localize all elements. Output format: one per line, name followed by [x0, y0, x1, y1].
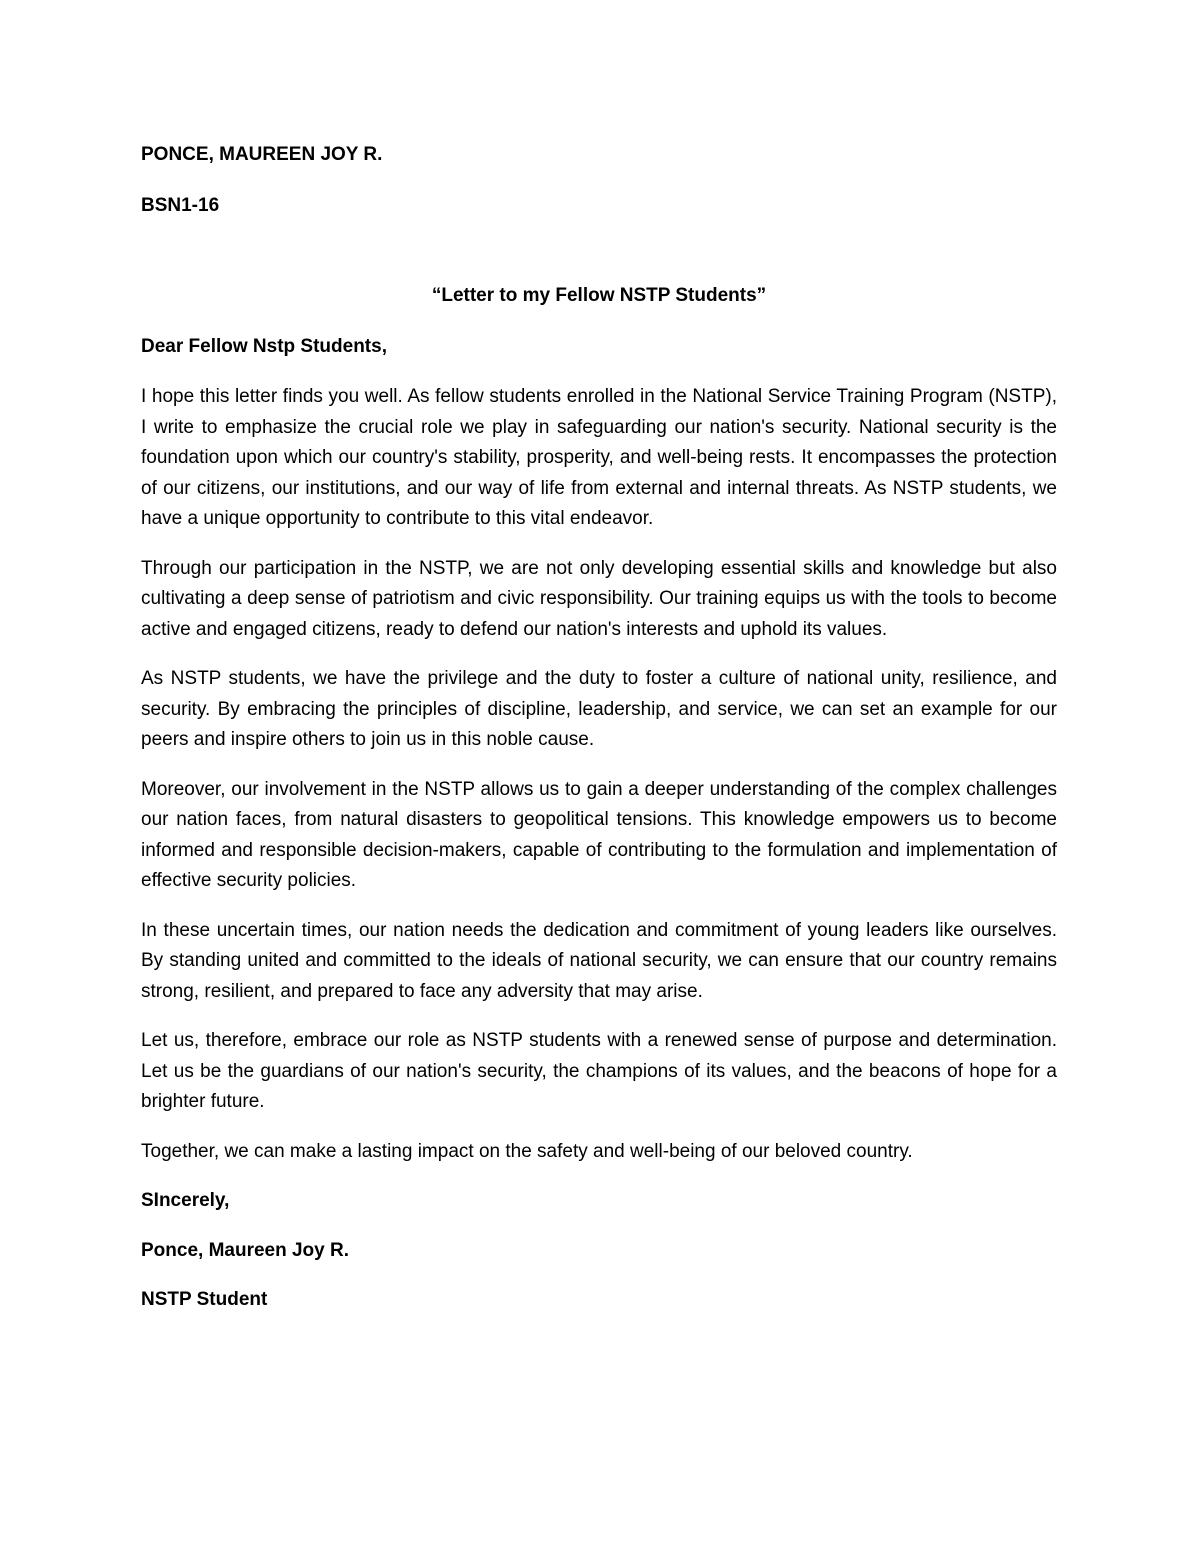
body-paragraph-3: As NSTP students, we have the privilege and the duty to foster a culture of national unity, resilience, and security. By embracing the principles of discipline, leadership, and service, we can set an example for our peers and inspire others to join us in this noble cause.: [141, 668, 1057, 750]
signature-name: Ponce, Maureen Joy R.: [141, 1239, 350, 1261]
body-paragraph-4: Moreover, our involvement in the NSTP allows us to gain a deeper understanding of the complex challenges our nation faces, from natural disasters to geopolitical tensions. This knowledge empowers us to become informed and responsible decision-makers, capable of contributing to the formulation and implementation of effective security policies.: [141, 778, 1057, 891]
letter-content: [141, 140, 1057, 1335]
body-paragraph-2: Through our participation in the NSTP, we are not only developing essential skills and knowledge but also cultivating a deep sense of patriotism and civic responsibility. Our training equips us with the tools to become active and engaged citizens, ready to defend our nation's interests and uphold its values.: [141, 557, 1057, 640]
letter-title: “Letter to my Fellow NSTP Students”: [431, 285, 767, 306]
body-paragraph-6: Let us, therefore, embrace our role as NSTP students with a renewed sense of purpose and determination. Let us be the guardians of our nation's security, the champions of its values, and the beacons of hope for a brighter future.: [141, 1030, 1057, 1112]
body-paragraph-1: I hope this letter finds you well. As fellow students enrolled in the National Service Training Program (NSTP), I write to emphasize the crucial role we play in safeguarding our nation's security. National security is the foundation upon which our country's stability, prosperity, and well-being rests. It encompasses the protection of our citizens, our institutions, and our way of life from external and internal threats. As NSTP students, we have a unique opportunity to contribute to this vital endeavor.: [141, 386, 1057, 529]
student-name: PONCE, MAUREEN JOY R.: [141, 144, 383, 165]
signature-role: NSTP Student: [141, 1289, 268, 1310]
closing: SIncerely,: [141, 1190, 230, 1211]
student-section: BSN1-16: [141, 194, 220, 216]
body-paragraph-5: In these uncertain times, our nation needs the dedication and commitment of young leaders like ourselves. By standing united and committed to the ideals of national security, we can ensure that our country remains strong, resilient, and prepared to face any adversity that may arise.: [141, 919, 1057, 1002]
body-paragraph-7: Together, we can make a lasting impact on the safety and well-being of our beloved country.: [141, 1140, 913, 1162]
salutation: Dear Fellow Nstp Students,: [141, 335, 387, 357]
